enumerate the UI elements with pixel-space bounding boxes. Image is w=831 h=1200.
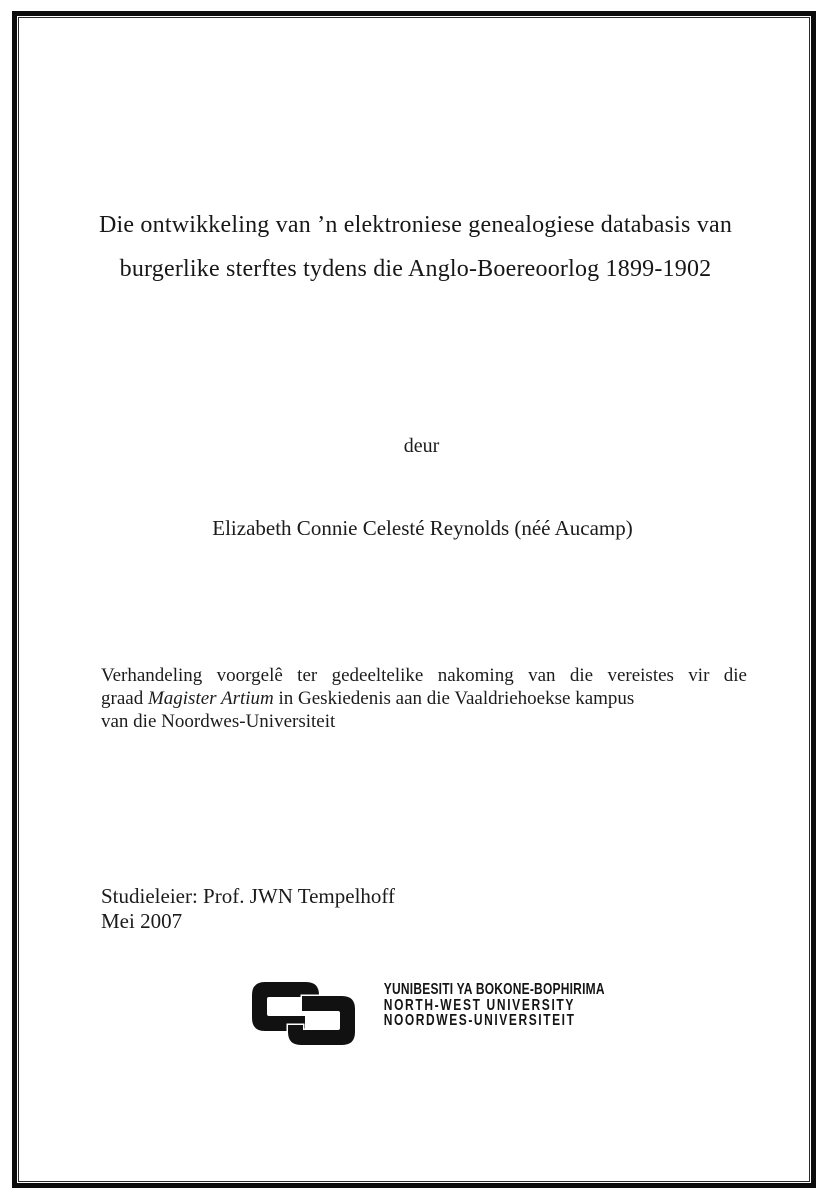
thesis-title-line1: Die ontwikkeling van ’n elektroniese genealogiese databasis van <box>98 212 733 238</box>
supervisor-line: Studieleier: Prof. JWN Tempelhoff <box>101 884 396 908</box>
degree-name-italic: Magister Artium <box>147 688 274 709</box>
degree-statement-line1: Verhandeling voorgelê ter gedeeltelike nakoming van die vereistes vir die <box>101 665 747 686</box>
degree-statement-line2-pre: graad <box>101 688 148 709</box>
page-border-inner <box>18 17 810 1182</box>
logo-text-english: NORTH-WEST UNIVERSITY <box>383 996 576 1014</box>
degree-statement-line2 <box>101 687 747 710</box>
page-border-outer <box>12 11 816 1188</box>
logo-text-setswana: YUNIBESITI YA BOKONE-BOPHIRIMA <box>383 981 605 998</box>
supervisor-block <box>101 884 395 934</box>
thesis-title-line2: burgerlike sterftes tydens die Anglo-Boereoorlog 1899-1902 <box>119 256 712 282</box>
degree-statement-line2-post: in Geskiedenis aan die Vaaldriehoekse kampus <box>273 688 635 709</box>
date-line: Mei 2007 <box>101 909 183 933</box>
logo-text-afrikaans: NOORDWES-UNIVERSITEIT <box>383 1012 576 1029</box>
degree-statement-line3: van die Noordwes-Universiteit <box>101 711 336 732</box>
thesis-title <box>20 203 811 291</box>
degree-statement <box>101 664 747 733</box>
byline-label: deur <box>403 435 440 457</box>
author-name: Elizabeth Connie Celesté Reynolds (néé Aucamp) <box>212 516 633 540</box>
